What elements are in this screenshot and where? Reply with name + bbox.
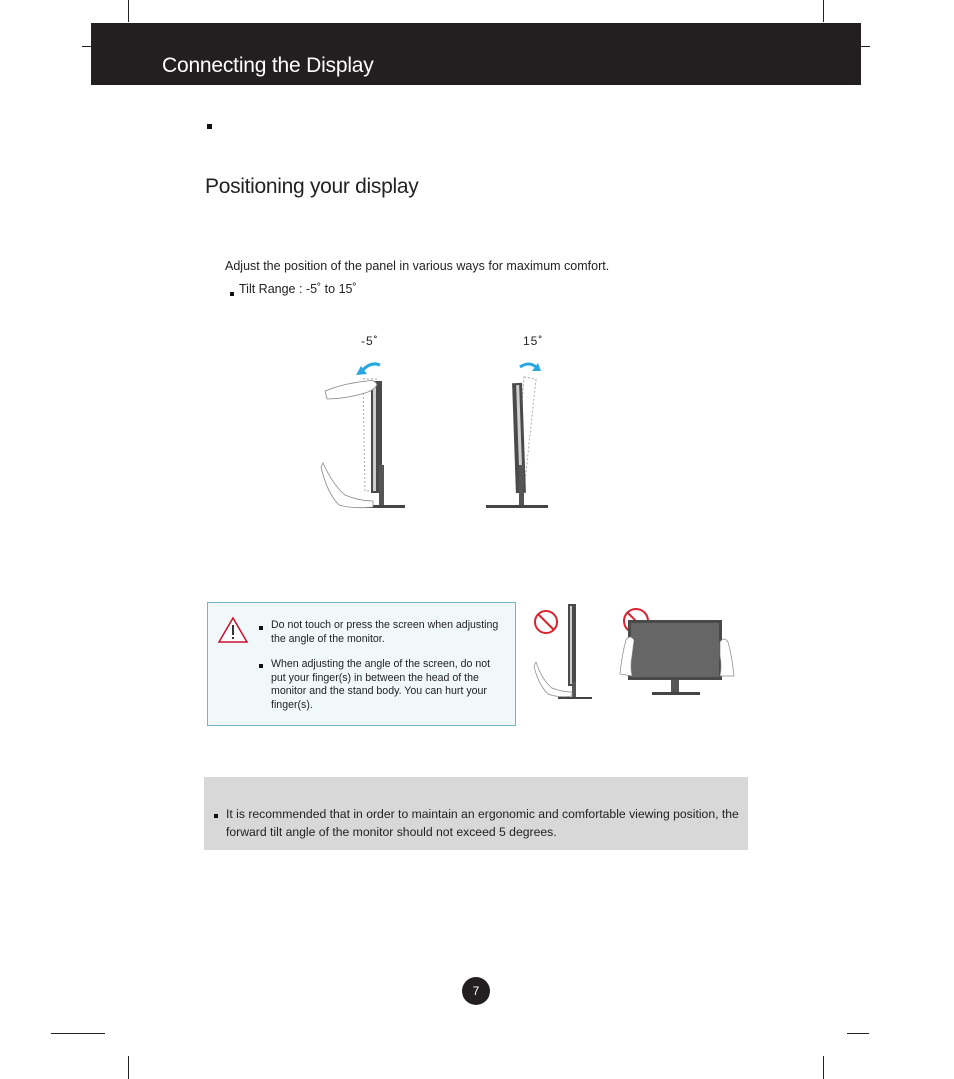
crop-mark (51, 1033, 105, 1034)
bullet-marker (207, 124, 212, 129)
bullet-marker (214, 814, 218, 818)
bullet-marker (259, 626, 263, 630)
caution-item-1: Do not touch or press the screen when adjusting the angle of the monitor. (271, 619, 499, 645)
note-box (204, 777, 748, 850)
bullet-marker (230, 292, 234, 296)
angle-label-right: 15˚ (523, 334, 544, 348)
monitor-tilt-forward-illustration (480, 355, 560, 515)
crop-mark (82, 46, 91, 47)
prohibited-press-screen-illustration (616, 604, 740, 698)
crop-mark (823, 1056, 824, 1079)
bullet-marker (259, 664, 263, 668)
caution-item-2: When adjusting the angle of the screen, do not put your finger(s) in between the head of the monitor and the stand body. You can hurt your finger(s). (271, 658, 491, 711)
header-bar (91, 23, 861, 85)
monitor-tilt-back-illustration (315, 355, 415, 515)
crop-mark (861, 46, 870, 47)
crop-mark (128, 0, 129, 22)
note-text: It is recommended that in order to maintain an ergonomic and comfortable viewing position, the forward tilt angle of the monitor should not exceed 5 degrees. (226, 807, 739, 839)
caution-box (207, 602, 516, 726)
crop-mark (823, 0, 824, 22)
intro-text: Adjust the position of the panel in various ways for maximum comfort. (225, 259, 610, 273)
tilt-range-text: Tilt Range : -5˚ to 15˚ (239, 282, 357, 296)
section-title: Positioning your display (205, 175, 419, 198)
crop-mark (847, 1033, 869, 1034)
page-number: 7 (462, 977, 490, 1005)
arrow-icon (520, 364, 536, 367)
prohibited-finger-pinch-illustration (530, 602, 594, 702)
page-title: Connecting the Display (162, 54, 374, 77)
crop-mark (128, 1056, 129, 1079)
warning-icon (217, 616, 249, 644)
angle-label-left: -5˚ (361, 334, 379, 348)
